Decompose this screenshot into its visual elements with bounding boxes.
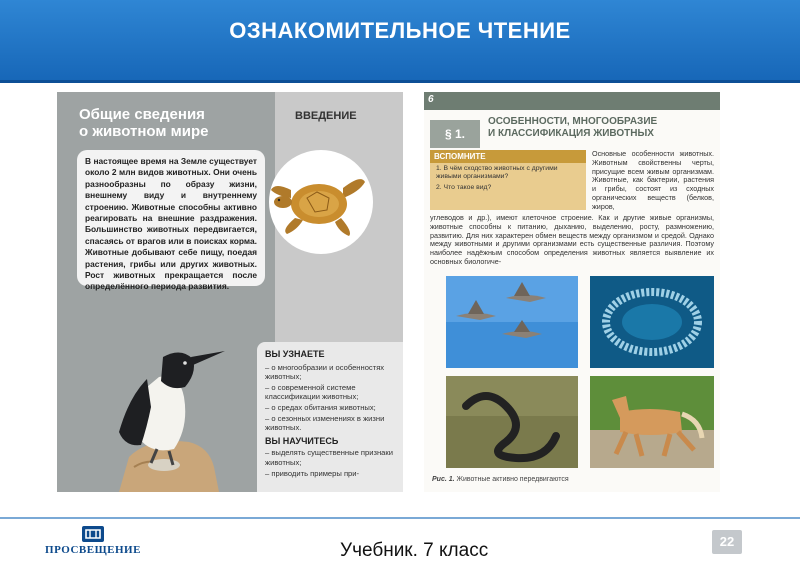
- heading-line-1: Общие сведения: [79, 106, 205, 123]
- caption-label: Рис. 1.: [432, 476, 455, 483]
- skills-heading: ВЫ НАУЧИТЕСЬ: [265, 435, 339, 446]
- body-text-paragraph: углеводов и др.), имеют клеточное строение. Как и другие живые организмы, животные способны к питанию, дыханию, выделению, росту, размножению, развитию. Для них характерен обмен веществ между организмом и средой. Однако между животными и другими организмами есть существенные различия. Поэтому наиболее надёжным способом определения животных является выявление их основных биологиче-: [430, 213, 714, 266]
- learn-heading: ВЫ УЗНАЕТЕ: [265, 349, 325, 359]
- publisher-logo: [38, 524, 148, 558]
- learn-item: – о современной системе классификации животных;: [265, 382, 359, 402]
- caption-text: Животные активно передвигаются: [456, 476, 569, 483]
- turtle-image: [269, 150, 373, 254]
- learn-box: [257, 342, 403, 492]
- remember-box: [430, 150, 586, 210]
- textbook-left-page: [57, 92, 403, 492]
- section-number: § 1.: [430, 120, 480, 148]
- figure-caption: [432, 476, 569, 483]
- remember-question-1: 1. В чём сходство животных с другими живыми организмами?: [436, 165, 558, 181]
- heading-line-2: о животном мире: [79, 123, 209, 140]
- remember-heading: ВСПОМНИТЕ: [430, 150, 586, 163]
- geese-photo: [446, 276, 578, 368]
- learn-item: – о многообразии и особенностях животных;: [265, 362, 385, 382]
- footer-divider: [0, 517, 800, 519]
- skills-item: – приводить примеры при-: [265, 468, 360, 478]
- fish-school-photo: [590, 276, 714, 368]
- page-heading: [79, 106, 279, 140]
- intro-text-box: В настоящее время на Земле существует около 2 млн видов животных. Они очень разнообразны по образу жизни, внешнему виду и внутреннему строению. Животные способны активно реагировать на внешние раздражения. Большинство животных передвигается, спасаясь от врагов или в поисках корма. Животные добывают себе пищу, поедая растения, грибы или других животных. Рост животных прекращается после определённого периода развития.: [77, 150, 265, 286]
- bird-image: [89, 317, 269, 492]
- section-title: [488, 116, 714, 140]
- slide-title: ОЗНАКОМИТЕЛЬНОЕ ЧТЕНИЕ: [229, 18, 571, 43]
- learn-item: – о сезонных изменениях в жизни животных.: [265, 413, 385, 433]
- learn-item: – о средах обитания животных;: [265, 402, 376, 412]
- section-label: ВВЕДЕНИЕ: [295, 110, 357, 122]
- textbook-right-page: [424, 92, 720, 492]
- remember-question-2: 2. Что такое вид?: [436, 183, 492, 191]
- snake-photo: [446, 376, 578, 468]
- publisher-name: ПРОСВЕЩЕНИЕ: [45, 544, 141, 556]
- textbook-caption: Учебник. 7 класс: [340, 540, 489, 561]
- skills-item: – выделять существенные признаки животных;: [265, 448, 393, 467]
- slide-number: 22: [712, 530, 742, 554]
- body-text-column: Основные особенности животных. Животным свойственны черты, присущие всем живым организмам. Животные, как бактерии, растения и грибы, состоят из сходных органических веществ (белков, жиров,: [592, 149, 714, 211]
- section-title-line-1: ОСОБЕННОСТИ, МНОГООБРАЗИЕ: [488, 116, 658, 127]
- title-banner: [0, 0, 800, 83]
- page-header-bar: [424, 92, 720, 110]
- page-number: 6: [428, 94, 434, 105]
- horse-photo: [590, 376, 714, 468]
- section-title-line-2: И КЛАССИФИКАЦИЯ ЖИВОТНЫХ: [488, 128, 654, 139]
